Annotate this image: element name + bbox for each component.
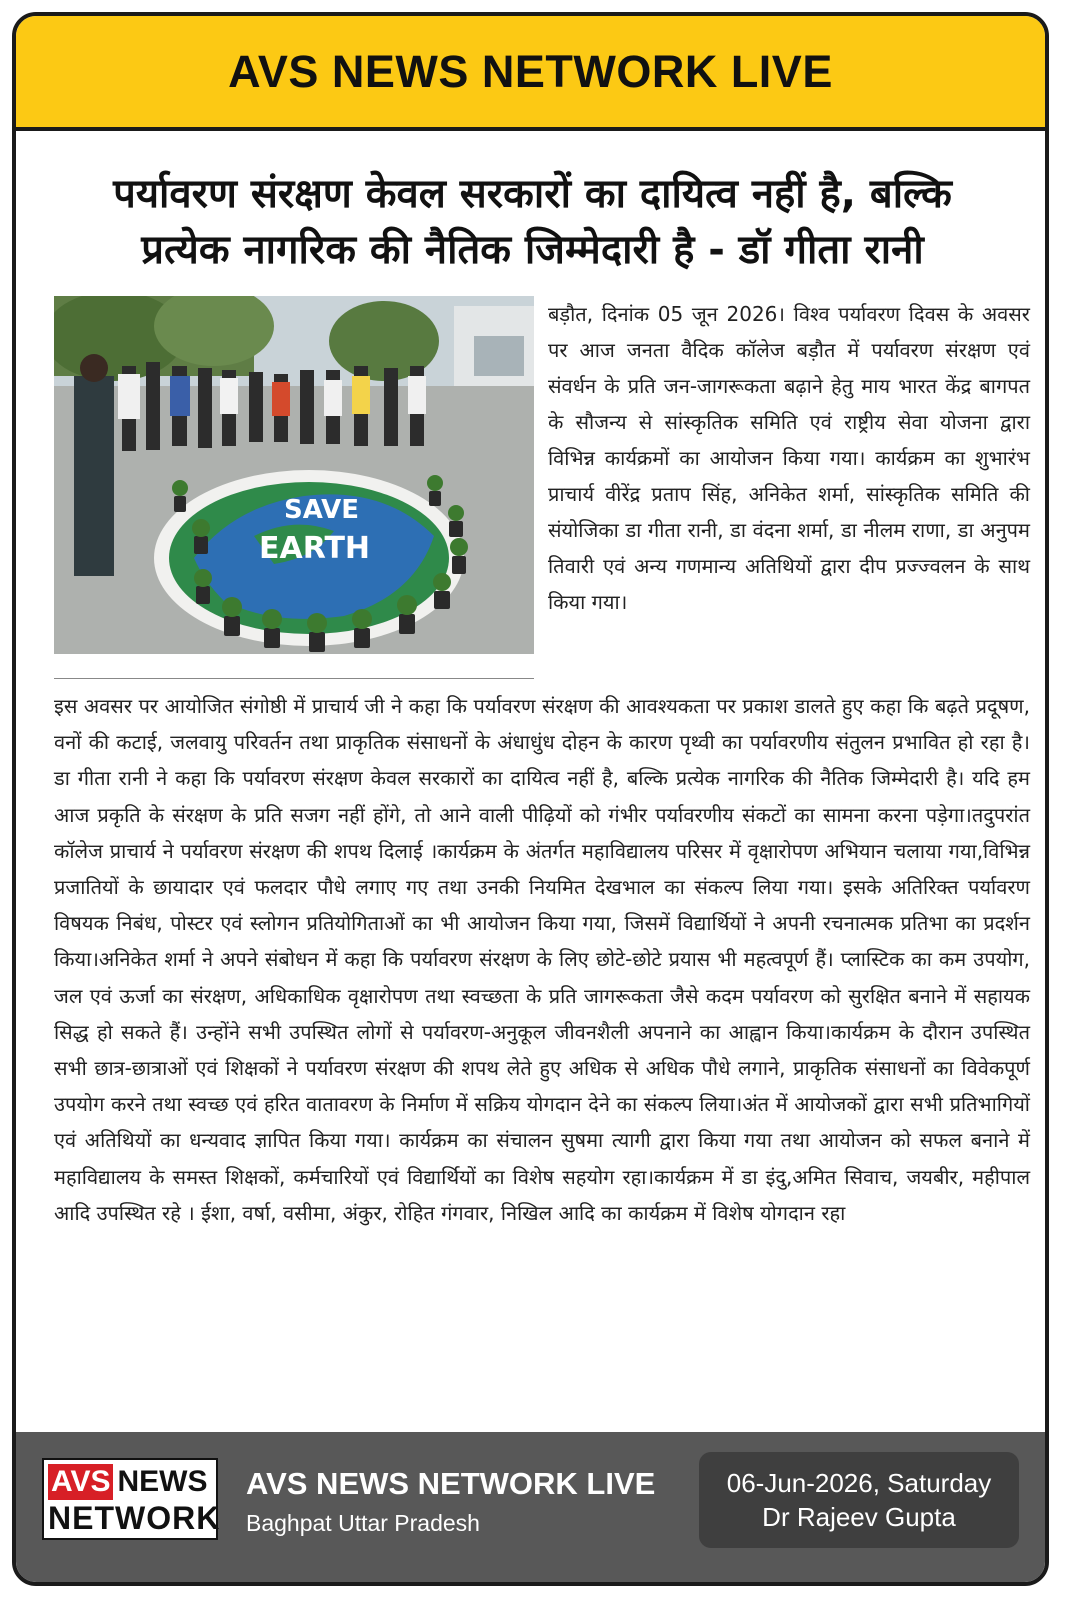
event-photo-illustration: [54, 296, 534, 654]
logo-network-text: NETWORK: [48, 1500, 221, 1536]
article-photo: [54, 296, 534, 654]
photo-banner-line-1: SAVE: [284, 495, 359, 525]
headline-line-1: पर्यावरण संरक्षण केवल सरकारों का दायित्व नहीं है, बल्कि: [113, 171, 952, 217]
footer-location: Baghpat Uttar Pradesh: [246, 1510, 480, 1536]
date-author-box: [699, 1452, 1019, 1548]
article-intro: बड़ौत, दिनांक 05 जून 2026। विश्व पर्यावरण दिवस के अवसर पर आज जनता वैदिक कॉलेज बड़ौत में पर्यावरण संरक्षण एवं संवर्धन के प्रति जन-जागरूकता बढ़ाने हेतु माय भारत केंद्र बागपत के सौजन्य से सांस्कृतिक समिति एवं राष्ट्रीय सेवा योजना द्वारा विभिन्न कार्यक्रमों का आयोजन किया गया। कार्यक्रम का शुभारंभ प्राचार्य वीरेंद्र प्रताप सिंह, अनिकेत शर्मा, सांस्कृतिक समिति की संयोजिका डा गीता रानी, डा वंदना शर्मा, डा नीलम राणा, डा अनुपम तिवारी एवं अन्य गणमान्य अतिथियों द्वारा दीप प्रज्ज्वलन के साथ किया गया।: [548, 302, 1030, 614]
logo-avs-text: AVS: [48, 1464, 113, 1500]
photo-divider: [54, 678, 534, 679]
top-banner: [16, 16, 1045, 131]
avs-news-logo: [42, 1458, 221, 1540]
news-card: [12, 12, 1049, 1586]
author-name: Dr Rajeev Gupta: [762, 1502, 956, 1532]
photo-banner-line-2: EARTH: [259, 531, 371, 566]
banner-title: AVS NEWS NETWORK LIVE: [228, 45, 833, 97]
headline-line-2: प्रत्येक नागरिक की नैतिक जिम्मेदारी है - डॉ गीता रानी: [141, 227, 924, 273]
article-headline: [36, 166, 1029, 278]
article-body: इस अवसर पर आयोजित संगोष्ठी में प्राचार्य जी ने कहा कि पर्यावरण संरक्षण की आवश्यकता पर प्रकाश डालते हुए कहा कि बढ़ते प्रदूषण, वनों की कटाई, जलवायु परिवर्तन तथा प्राकृतिक संसाधनों के अंधाधुंध दोहन के कारण पृथ्वी का पर्यावरणीय संतुलन प्रभावित हो रहा है। डा गीता रानी ने कहा कि पर्यावरण संरक्षण केवल सरकारों का दायित्व नहीं है, बल्कि प्रत्येक नागरिक की नैतिक जिम्मेदारी है। यदि हम आज प्रकृति के संरक्षण के प्रति सजग नहीं होंगे, तो आने वाली पीढ़ियों को गंभीर पर्यावरणीय संकटों का सामना करना पड़ेगा।तदुपरांत कॉलेज प्राचार्य ने पर्यावरण संरक्षण की शपथ दिलाई ।कार्यक्रम के अंतर्गत महाविद्यालय परिसर में वृक्षारोपण अभियान चलाया गया,विभिन्न प्रजातियों के छायादार एवं फलदार पौधे लगाए गए तथा उनकी नियमित देखभाल का संकल्प लिया गया। इसके अतिरिक्त पर्यावरण विषयक निबंध, पोस्टर एवं स्लोगन प्रतियोगिताओं का भी आयोजन किया गया, जिसमें विद्यार्थियों ने अपनी रचनात्मक प्रतिभा का प्रदर्शन किया।अनिकेत शर्मा ने अपने संबोधन में कहा कि पर्यावरण संरक्षण के लिए छोटे-छोटे प्रयास भी महत्वपूर्ण हैं। प्लास्टिक का कम उपयोग, जल एवं ऊर्जा का संरक्षण, अधिकाधिक वृक्षारोपण तथा स्वच्छता के प्रति जागरूकता जैसे कदम पर्यावरण को सुरक्षित बनाने में सहायक सिद्ध हो सकते हैं। उन्होंने सभी उपस्थित लोगों से पर्यावरण-अनुकूल जीवनशैली अपनाने का आह्वान किया।कार्यक्रम के दौरान उपस्थित सभी छात्र-छात्राओं एवं शिक्षकों ने पर्यावरण संरक्षण की शपथ लेते हुए अधिक से अधिक पौधे लगाने, प्राकृतिक संसाधनों का विवेकपूर्ण उपयोग करने तथा स्वच्छ एवं हरित वातावरण के निर्माण में सक्रिय योगदान देने का संकल्प लिया।अंत में आयोजकों द्वारा सभी प्रतिभागियों एवं अतिथियों का धन्यवाद ज्ञापित किया गया। कार्यक्रम का संचालन सुषमा त्यागी द्वारा किया गया तथा आयोजन को सफल बनाने में महाविद्यालय के समस्त शिक्षकों, कर्मचारियों एवं विद्यार्थियों का विशेष सहयोग रहा।कार्यक्रम में डा इंदु,अमित सिवाच, जयबीर, महीपाल आदि उपस्थित रहे । ईशा, वर्षा, वसीमा, अंकुर, रोहित गंगवार, निखिल आदि का कार्यक्रम में विशेष योगदान रहा: [54, 694, 1030, 1225]
footer-brand-title: AVS NEWS NETWORK LIVE: [246, 1466, 656, 1501]
footer-bar: [16, 1432, 1045, 1582]
logo-news-text: NEWS: [117, 1465, 208, 1498]
publish-date: 06-Jun-2026, Saturday: [726, 1468, 992, 1498]
